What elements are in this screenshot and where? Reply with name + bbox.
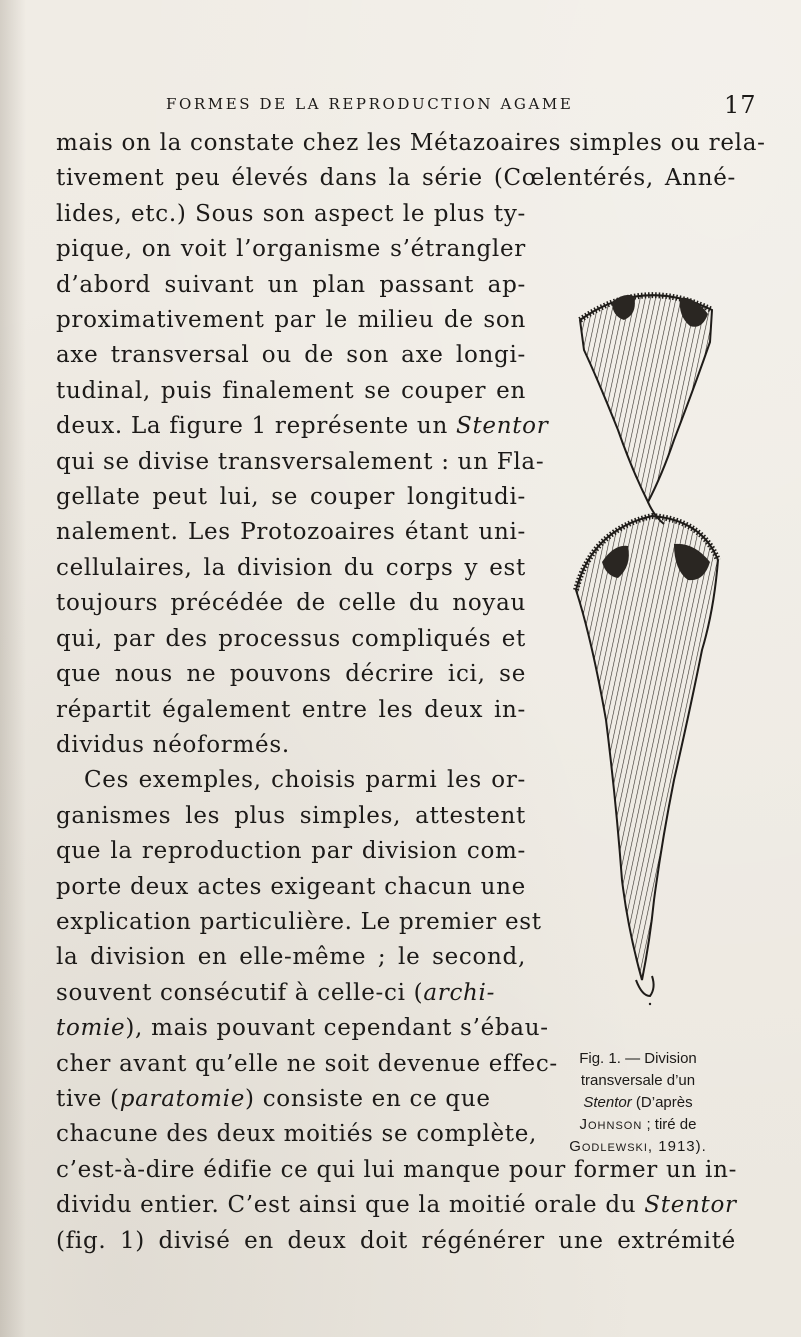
caption-line: Godlewski, 1913). — [569, 1138, 707, 1155]
caption-line: Stentor (D’après — [583, 1094, 693, 1111]
figure-caption — [543, 1048, 733, 1158]
figure-stentor-division — [562, 280, 722, 1010]
text-line: nalement. Les Protozoaires étant uni- — [56, 519, 526, 546]
text-line: dividus néoformés. — [56, 731, 290, 758]
text-line: cellulaires, la division du corps y est — [56, 554, 526, 581]
taxon-stentor: Stentor — [455, 413, 549, 440]
term-paratomie: paratomie — [119, 1085, 246, 1112]
text-line: cher avant qu’elle ne soit devenue effec- — [56, 1050, 558, 1077]
text-line: Ces exemples, choisis parmi les or- — [84, 767, 526, 794]
stentor-illustration — [562, 280, 722, 1010]
text-line: toujours précédée de celle du noyau — [56, 590, 526, 617]
text-line: tive (paratomie) consiste en ce que — [56, 1085, 491, 1112]
text-line: tudinal, puis finalement se couper en — [56, 377, 526, 404]
text-line: tivement peu élevés dans la série (Cœlentérés, Anné- — [56, 165, 736, 192]
page-gutter-shadow — [0, 0, 26, 1337]
text-line: que nous ne pouvons décrire ici, se — [56, 661, 526, 688]
text-line: gellate peut lui, se couper longitudi- — [56, 484, 526, 511]
text-line: proximativement par le milieu de son — [56, 307, 526, 334]
caption-line: Fig. 1. — Division — [579, 1050, 697, 1067]
page-header — [0, 91, 801, 121]
text-line: qui se divise transversalement : un Fla- — [56, 448, 545, 475]
text-line: axe transversal ou de son axe longi- — [56, 342, 526, 369]
caption-line: transversale d’un — [580, 1072, 696, 1089]
text-line: la division en elle-même ; le second, — [56, 944, 526, 971]
text-line: lides, etc.) Sous son aspect le plus ty- — [56, 200, 526, 227]
text-line: c’est-à-dire édifie ce qui lui manque pour former un in- — [56, 1156, 738, 1183]
text-line: dividu entier. C’est ainsi que la moitié orale du Stentor — [56, 1192, 737, 1219]
text-line: ganismes les plus simples, attestent — [56, 802, 526, 829]
text-line: (fig. 1) divisé en deux doit régénérer une extrémité — [56, 1227, 736, 1254]
running-head: FORMES DE LA REPRODUCTION AGAME — [166, 95, 574, 113]
text-line: qui, par des processus compliqués et — [56, 625, 526, 652]
text-line: répartit également entre les deux in- — [56, 696, 526, 723]
text-line: porte deux actes exigeant chacun une — [56, 873, 526, 900]
taxon-stentor: Stentor — [644, 1192, 737, 1219]
text-line: chacune des deux moitiés se complète, — [56, 1121, 538, 1148]
text-line: souvent consécutif à celle-ci (archi- — [56, 979, 496, 1006]
text-line: d’abord suivant un plan passant ap- — [56, 271, 526, 298]
term-architomie: archi- — [423, 979, 496, 1006]
text-line: deux. La figure 1 représente un Stentor — [56, 413, 549, 440]
caption-line: Johnson ; tiré de — [579, 1116, 697, 1133]
term-architomie-cont: tomie — [56, 1015, 126, 1042]
text-line: explication particulière. Le premier est — [56, 908, 542, 935]
text-line: tomie), mais pouvant cependant s’ébau- — [56, 1015, 549, 1042]
page-number: 17 — [724, 91, 757, 119]
text-line: pique, on voit l’organisme s’étrangler — [56, 236, 526, 263]
text-line: mais on la constate chez les Métazoaires simples ou rela- — [56, 130, 766, 156]
text-line: que la reproduction par division com- — [56, 838, 526, 865]
